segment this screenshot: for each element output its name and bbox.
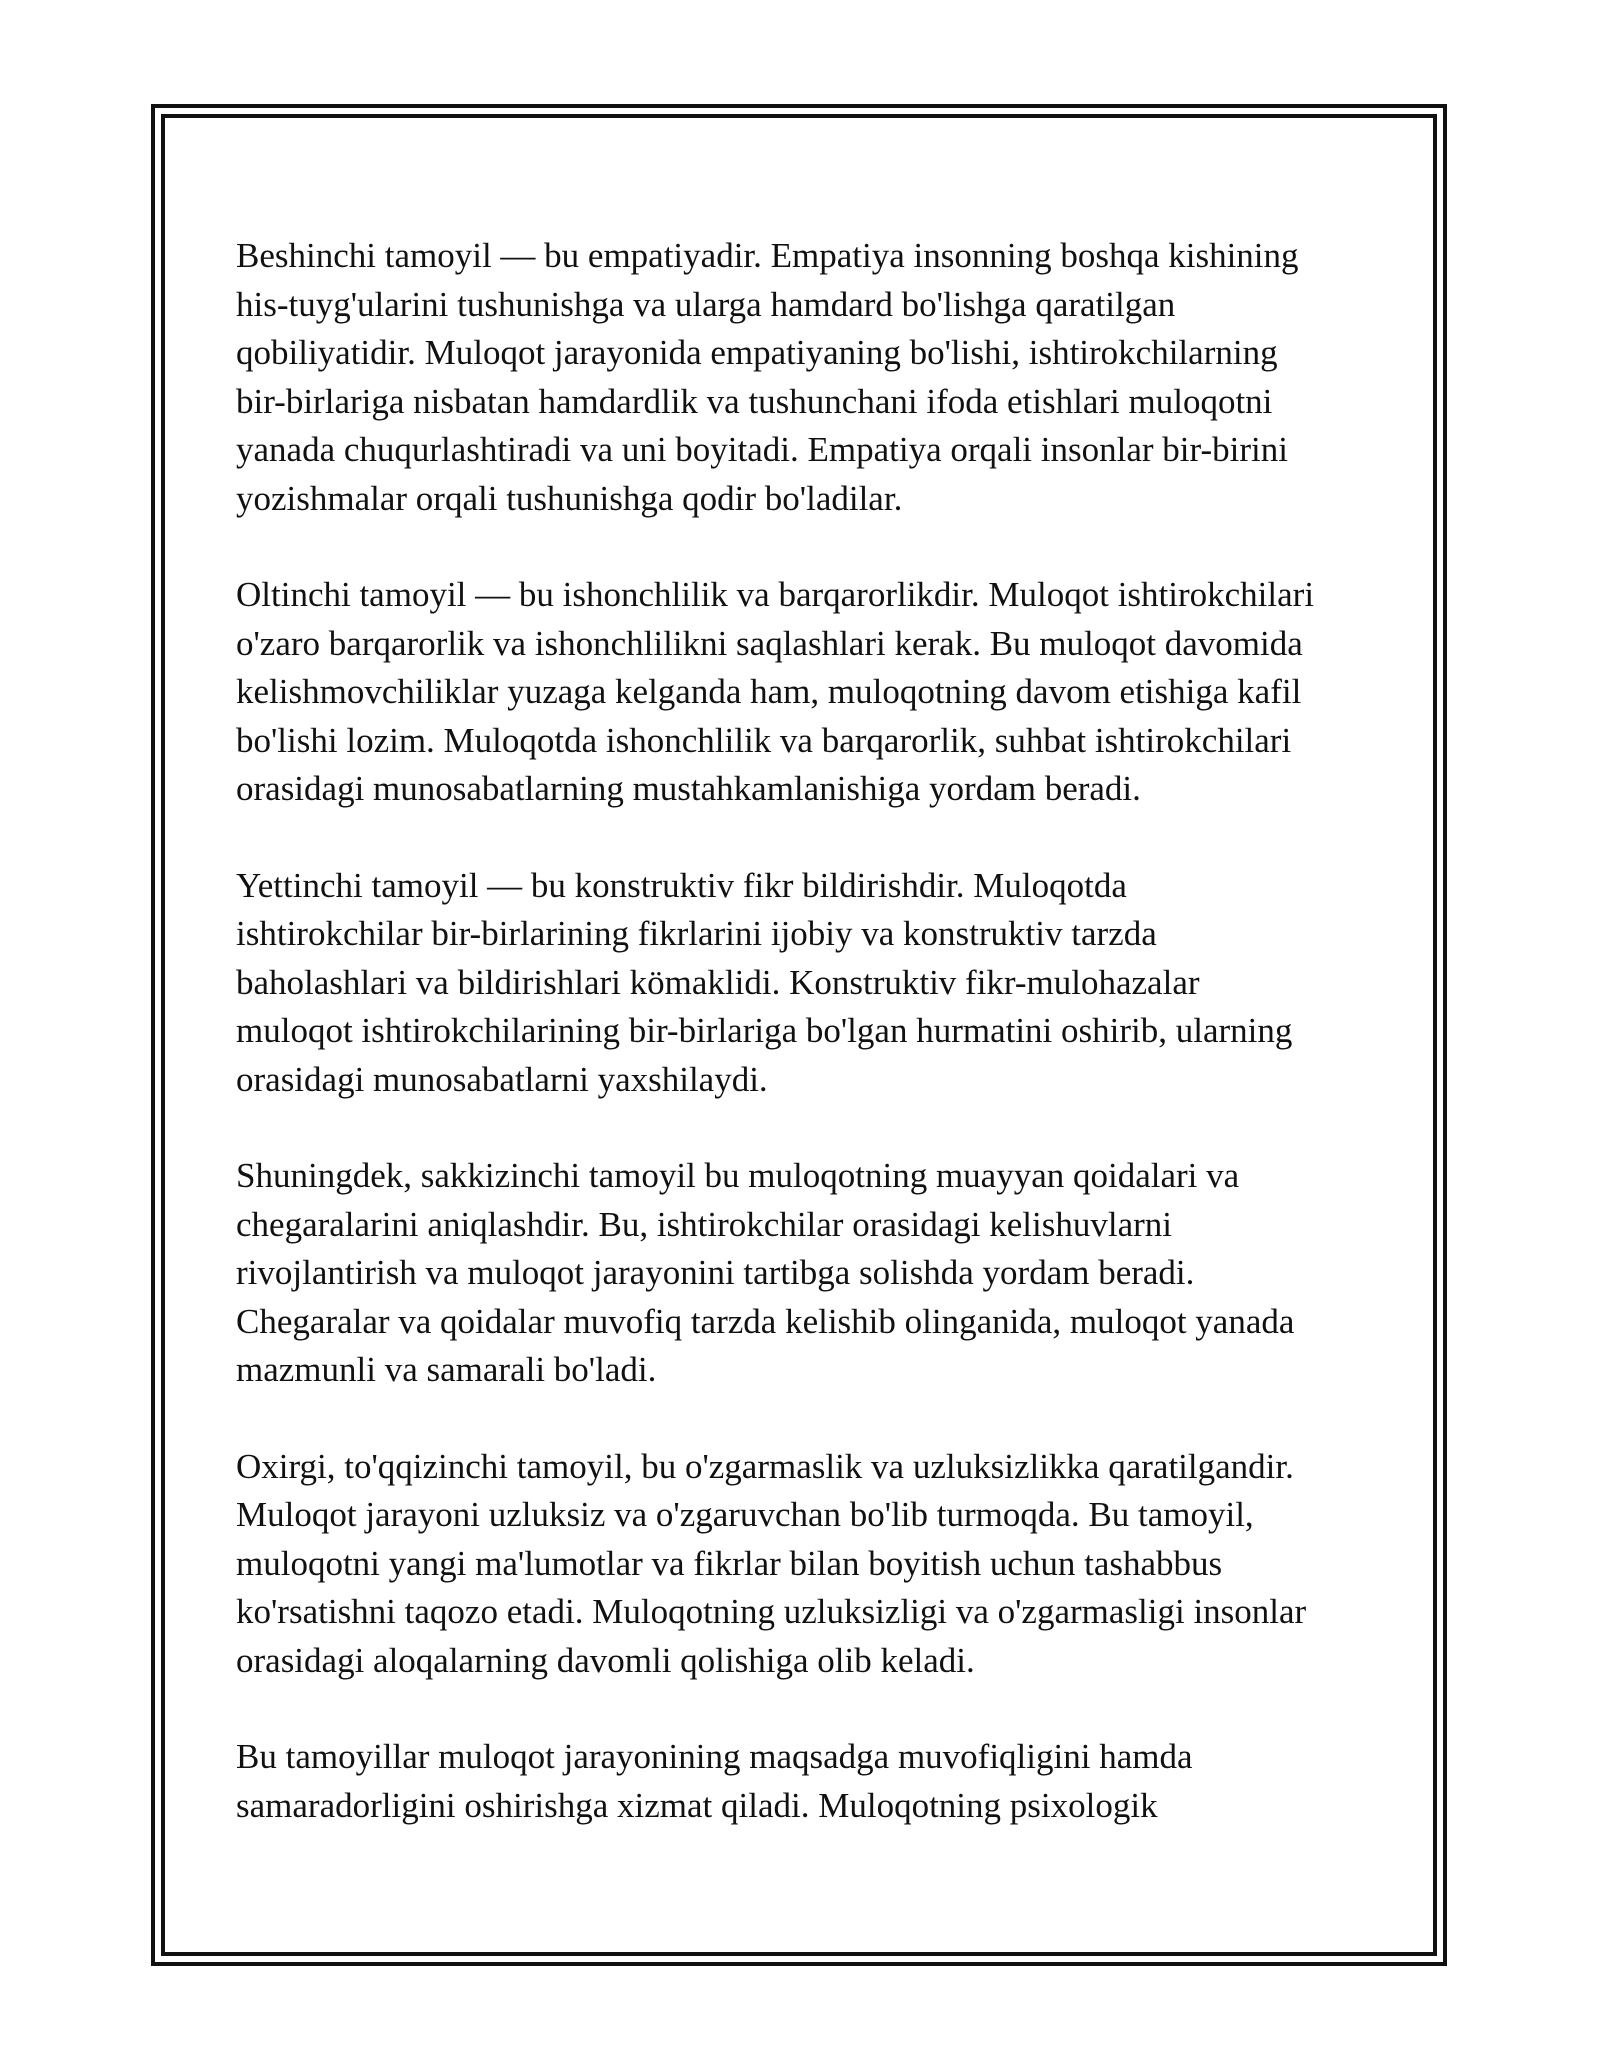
paragraph-conclusion: Bu tamoyillar muloqot jarayonining maqsadga muvofiqligini hamda samaradorligini oshirishga xizmat qiladi. Muloqotning psixologik <box>236 1737 1193 1825</box>
paragraph-empathy: Beshinchi tamoyil — bu empatiyadir. Empatiya insonning boshqa kishining his-tuyg'ularini tushunishga va ularga hamdard bo'lishga qaratilgan qobiliyatidir. Muloqot jarayonida empatiyaning bo'lishi, ishtirokchilarning bir-birlariga nisbatan hamdardlik va tushunchani ifoda etishlari muloqotni yanada chuqurlashtiradi va uni boyitadi. Empatiya orqali insonlar bir-birini yozishmalar orqali tushunishga qodir bo'ladilar. <box>236 236 1299 518</box>
paragraph-constructive-feedback: Yettinchi tamoyil — bu konstruktiv fikr bildirishdir. Muloqotda ishtirokchilar bir-birlarining fikrlarini ijobiy va konstruktiv tarzda baholashlari va bildirishlari kömaklidi. Konstruktiv fikr-mulohazalar muloqot ishtirokchilarining bir-birlariga bo'lgan hurmatini oshirib, ularning orasidagi munosabatlarni yaxshilaydi. <box>236 865 1293 1099</box>
document-body <box>236 232 1376 1830</box>
paragraph-reliability: Oltinchi tamoyil — bu ishonchlilik va barqarorlikdir. Muloqot ishtirokchilari o'zaro barqarorlik va ishonchlilikni saqlashlari kerak. Bu muloqot davomida kelishmovchiliklar yuzaga kelganda ham, muloqotning davom etishiga kafil bo'lishi lozim. Muloqotda ishonchlilik va barqarorlik, suhbat ishtirokchilari orasidagi munosabatlarning mustahkamlanishiga yordam beradi. <box>236 575 1315 808</box>
paragraph-continuity: Oxirgi, to'qqizinchi tamoyil, bu o'zgarmaslik va uzluksizlikka qaratilgandir. Muloqot jarayoni uzluksiz va o'zgaruvchan bo'lib turmoqda. Bu tamoyil, muloqotni yangi ma'lumotlar va fikrlar bilan boyitish uchun tashabbus ko'rsatishni taqozo etadi. Muloqotning uzluksizligi va o'zgarmasligi insonlar orasidagi aloqalarning davomli qolishiga olib keladi. <box>236 1446 1307 1680</box>
paragraph-rules-boundaries: Shuningdek, sakkizinchi tamoyil bu muloqotning muayyan qoidalari va chegaralarini aniqlashdir. Bu, ishtirokchilar orasidagi kelishuvlarni rivojlantirish va muloqot jarayonini tartibga solishda yordam beradi. Chegaralar va qoidalar muvofiq tarzda kelishib olinganida, muloqot yanada mazmunli va samarali bo'ladi. <box>236 1156 1295 1389</box>
